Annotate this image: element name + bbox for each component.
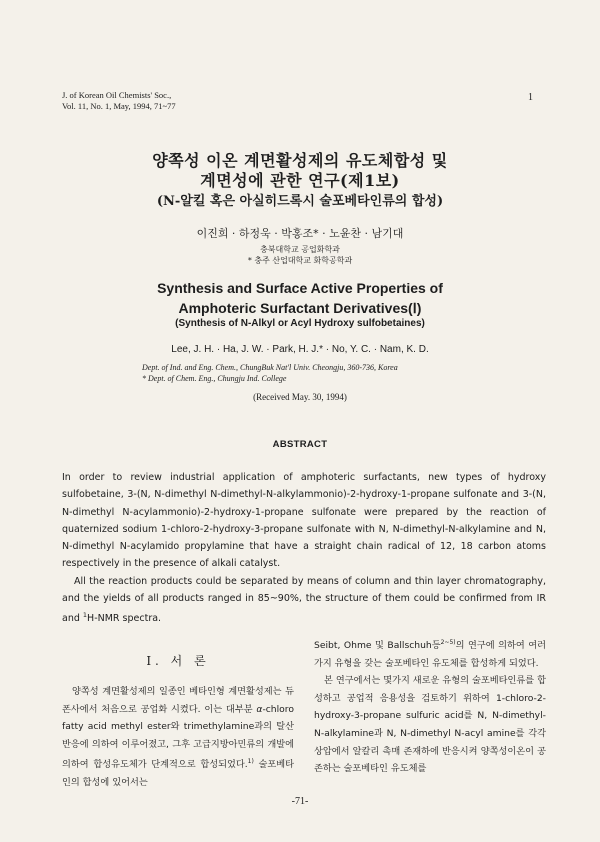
intro-right-text-a: Seibt, Ohme 및 Ballschuh등 [314,640,441,652]
korean-title-line1: 양쪽성 이온 계면활성제의 유도체합성 및 [152,151,448,170]
abstract-p2-text: All the reaction products could be separated by means of column and thin layer chromatography, and the yields of all products ranged in 85~90%, the structure of them could be confirmed from IR and [62,575,546,625]
reference-1: 1) [247,758,254,766]
english-subtitle: (Synthesis of N-Alkyl or Acyl Hydroxy sulfobetaines) [175,318,425,329]
intro-left-text-b: -chloro fatty acid methyl ester와 trimethylamine과의 탈산반응에 의하여 이루어졌고, 그후 고급지방아민류의 개발에 의하여 합성유도체가 단계적으로 합성되었다. [62,703,294,771]
abstract-paragraph-1: In order to review industrial application of amphoteric surfactants, new types of hydroxy sulfobetaine, 3-(N, N-dimethyl N-dimethyl-N-alkylammonio)-2-hydroxy-1-propane sulfonate and 3-(N, N-dimethyl N-acylammonio)-2-hydroxy-1-propane sulfonate were prepared by the reaction of quaternized sodium 1-chloro-2-hydroxy-3-propane sulfonate with N, N-dimethyl-N-alkylamine and N, N-dimethyl N-acylamido propylamine that have a straight chain radical of 12, 18 carbon atoms respectively in the presence of alkali catalyst. [62,472,546,570]
english-affiliation-1: Dept. of Ind. and Eng. Chem., ChungBuk Nat'l Univ. Cheongju, 360-736, Korea [142,363,398,372]
intro-left-text-c: 술포베타인의 합성에 있어서는 [62,759,295,789]
intro-right-text-b: 의 연구에 의하여 여러가지 유형을 갖는 술포베타인 유도체를 합성하게 되었다. [314,640,546,669]
intro-right-paragraph-2: 본 연구에서는 몇가지 새로운 유형의 술포베타인류를 합성하고 공업적 응용성을 검토하기 위하여 1-chloro-2-hydroxy-3-propane sulfuric acid를 N, N-dimethyl-N-alkylamine과 N, N-dimethyl N-acyl amine를 각각 상압에서 알칼리 촉매 존재하에 반응시켜 양쪽성이온이 공존하는 술포베타인 유도체를 [314,675,546,775]
journal-citation [62,90,176,112]
superscript-1: 1 [82,611,88,620]
introduction-heading: Ⅰ. 서 론 [146,654,210,668]
intro-right-paragraph-1 [314,634,546,672]
korean-title-line2: 계면성에 관한 연구(제1보) [200,171,400,190]
header-page-number: 1 [528,92,533,103]
abstract-p2-end: H-NMR spectra. [87,613,162,625]
intro-left-text-a: 양쪽성 계면활성제의 일종인 베타인형 계면활성제는 듀폰사에서 처음으로 공업화 시켰다. 이는 대부분 [62,686,294,715]
korean-authors: 이진희 · 하정욱 · 박홍조* · 노윤찬 · 남기대 [196,227,404,240]
english-title-line2: Amphoteric Surfactant Derivatives(Ⅰ) [178,300,422,316]
alpha-symbol: α [256,703,263,715]
english-authors: Lee, J. H. · Ha, J. W. · Park, H. J.* · No, Y. C. · Nam, K. D. [171,344,429,355]
abstract-heading: ABSTRACT [272,439,328,450]
english-title [0,278,600,318]
english-title-line1: Synthesis and Surface Active Properties of [157,280,443,296]
korean-title [0,151,600,191]
journal-name: J. of Korean Oil Chemists' Soc., [62,90,172,100]
korean-affiliation-1: 충북대학교 공업화학과 [260,245,340,254]
footer-page-number: -71- [291,796,309,807]
received-date: (Received May. 30, 1994) [253,392,347,402]
intro-left-paragraph [62,683,294,792]
korean-affiliation-2: * 충주 산업대학교 화학공학과 [247,256,353,265]
left-column [62,634,294,792]
reference-2-5: 2~5) [440,639,456,646]
abstract-paragraph-2 [62,573,546,628]
english-affiliation-2: * Dept. of Chem. Eng., Chungju Ind. College [142,374,287,383]
journal-volume: Vol. 11, No. 1, May, 1994, 71~77 [62,101,176,111]
english-affiliations [142,362,398,384]
korean-affiliations [0,244,600,266]
korean-subtitle: (N-알킬 혹은 아실히드록시 술포베타인류의 합성) [156,194,444,209]
abstract-body [62,469,546,628]
right-column [314,634,546,778]
